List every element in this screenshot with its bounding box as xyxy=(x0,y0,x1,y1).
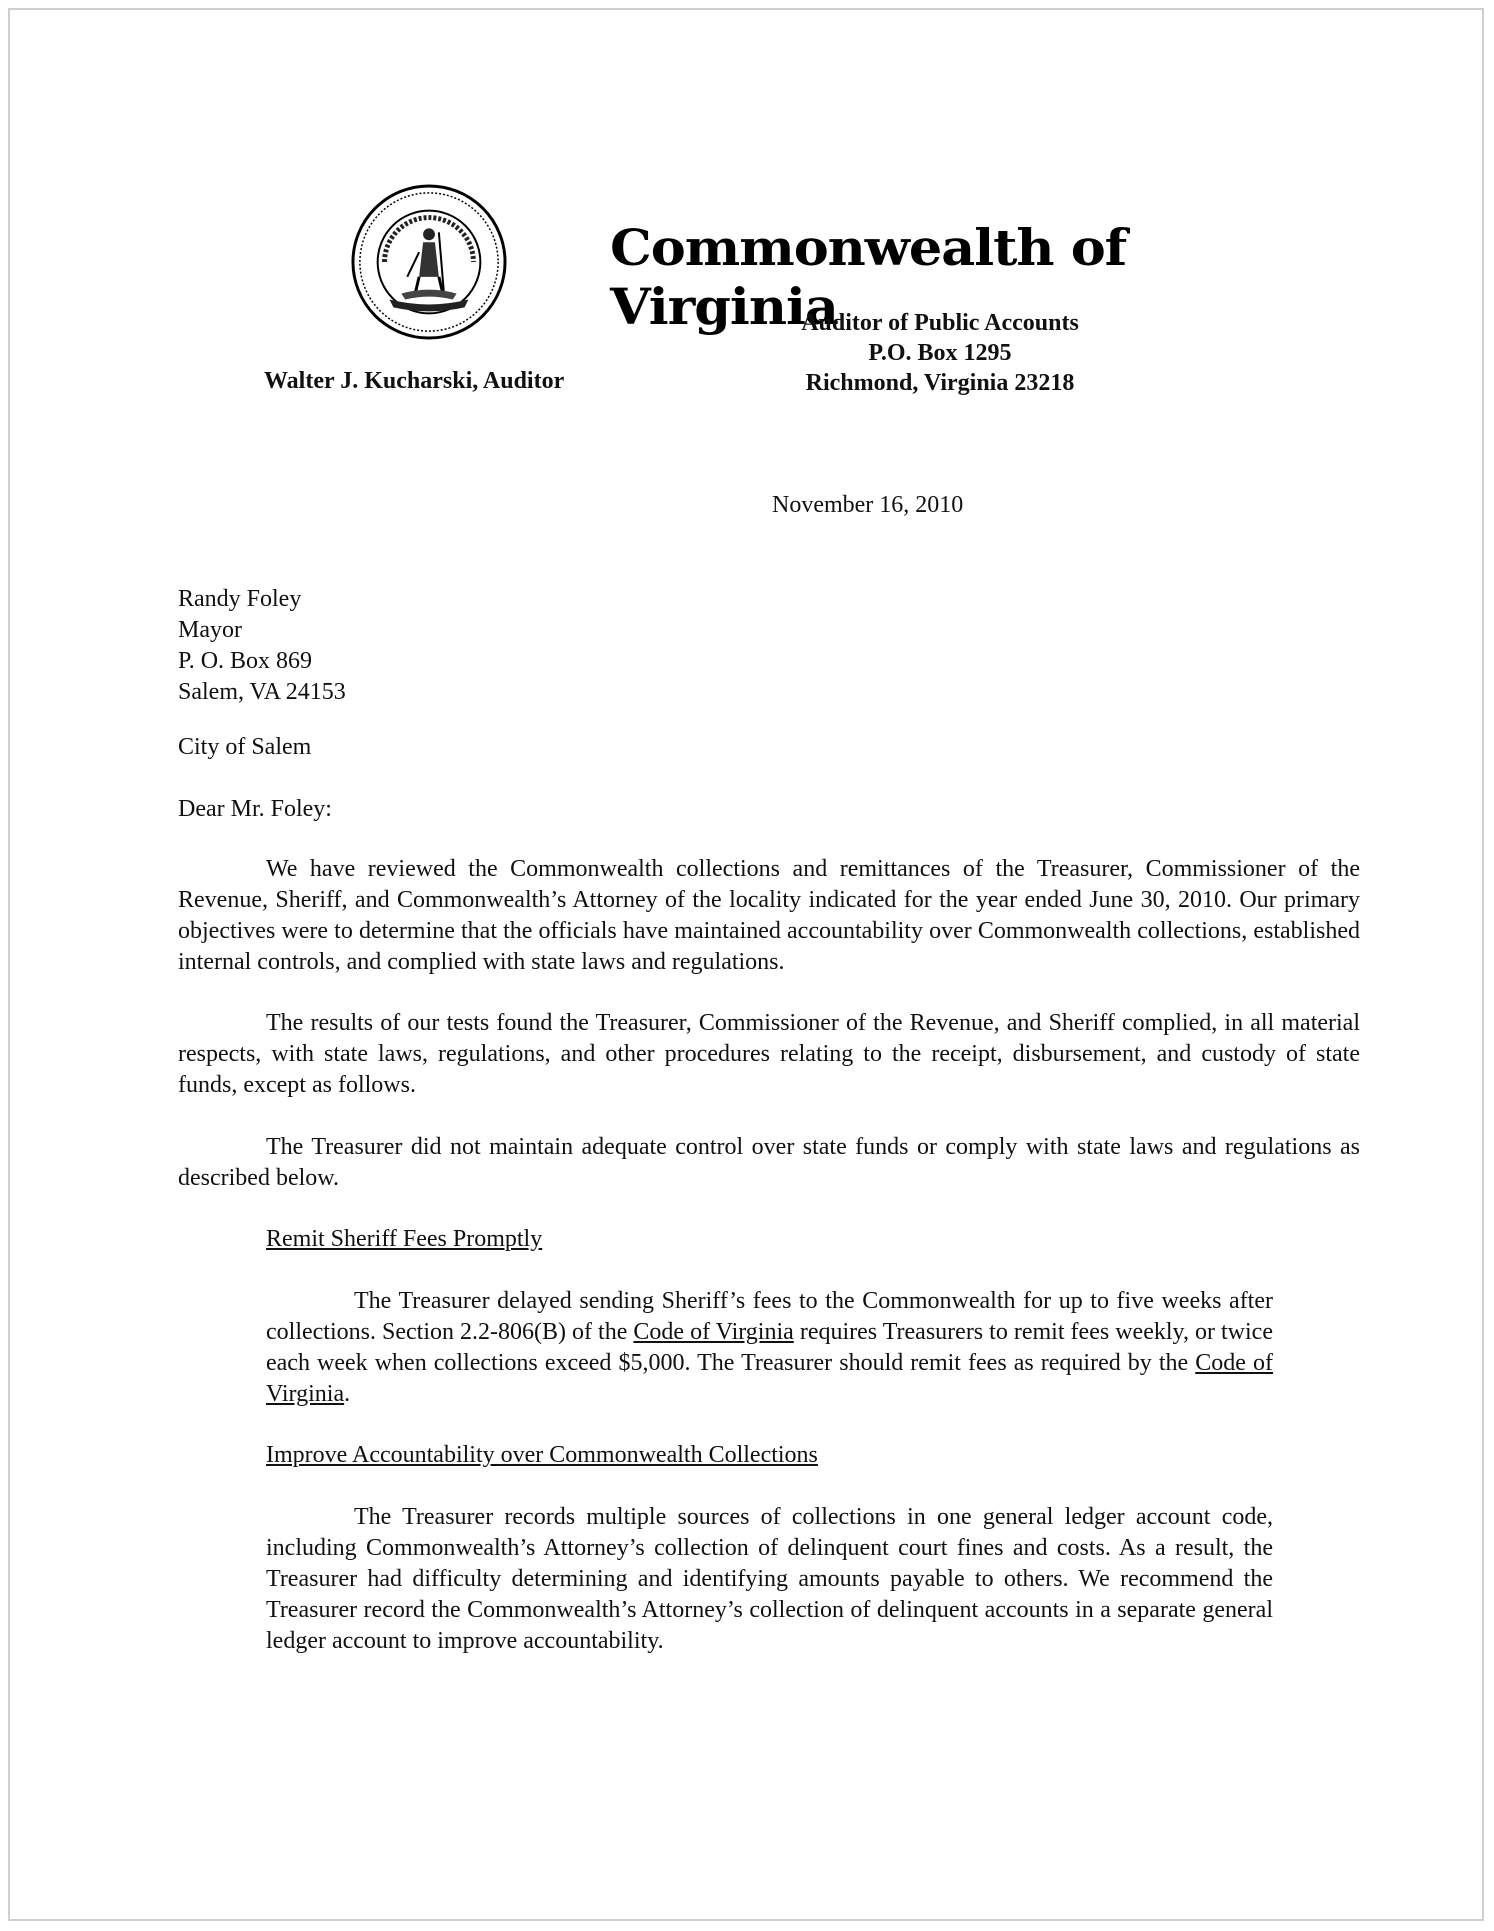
agency-name: Auditor of Public Accounts xyxy=(801,310,1079,336)
locality: City of Salem xyxy=(178,734,312,760)
code-of-virginia-reference: Code of Virginia xyxy=(633,1319,794,1345)
agency-city: Richmond, Virginia 23218 xyxy=(805,370,1075,396)
finding-1-text-part-a: The Treasurer delayed sending Sheriff’s fees to the Commonwealth for up to five weeks after collections. Section 2.2-806(B) of the xyxy=(266,1288,1273,1345)
body-paragraph-1: We have reviewed the Commonwealth collections and remittances of the Treasurer, Commissioner of the Revenue, Sheriff, and Commonwealth’s Attorney of the locality indicated for the year ended June 30, 2010. Our primary objectives were to determine that the officials have maintained accountability over Commonwealth collections, established internal controls, and complied with state laws and regulations. xyxy=(178,856,1360,975)
finding-1-text-part-c: . xyxy=(344,1381,351,1407)
agency-po-box: P.O. Box 1295 xyxy=(868,340,1012,366)
recipient-address xyxy=(178,584,346,708)
finding-2-text: The Treasurer records multiple sources of collections in one general ledger account code, including Commonwealth’s Attorney’s collection of delinquent court fines and costs. As a result, the Treasurer had difficulty determining and identifying amounts payable to others. We recommend the Treasurer record the Commonwealth’s Attorney’s collection of delinquent accounts in a separate general ledger account to improve accountability. xyxy=(266,1504,1273,1654)
finding-1-heading: Remit Sheriff Fees Promptly xyxy=(266,1226,543,1252)
recipient-address-line1: P. O. Box 869 xyxy=(178,648,313,674)
recipient-name: Randy Foley xyxy=(178,586,302,612)
finding-1-text-part-b: requires Treasurers to remit fees weekly, or twice each week when collections exceed $5,000. The Treasurer should remit fees as required by the xyxy=(266,1319,1273,1376)
salutation: Dear Mr. Foley: xyxy=(178,796,332,822)
letter-date: November 16, 2010 xyxy=(772,492,964,518)
finding-2-heading: Improve Accountability over Commonwealth Collections xyxy=(266,1442,818,1468)
recipient-address-line2: Salem, VA 24153 xyxy=(178,679,346,705)
body-paragraph-3: The Treasurer did not maintain adequate control over state funds or comply with state laws and regulations as described below. xyxy=(178,1134,1360,1191)
finding-1-text xyxy=(266,1286,1273,1410)
virginia-seal-icon xyxy=(350,183,508,341)
letterhead-title: Commonwealth of Virginia xyxy=(610,218,1127,336)
body-paragraph-2: The results of our tests found the Treasurer, Commissioner of the Revenue, and Sheriff complied, in all material respects, with state laws, regulations, and other procedures relating to the receipt, disbursement, and custody of state funds, except as follows. xyxy=(178,1010,1360,1098)
code-of-virginia-reference: Code of Virginia xyxy=(266,1350,1273,1407)
auditor-name: Walter J. Kucharski, Auditor xyxy=(264,368,565,394)
agency-block xyxy=(640,308,1240,398)
recipient-title: Mayor xyxy=(178,617,242,643)
